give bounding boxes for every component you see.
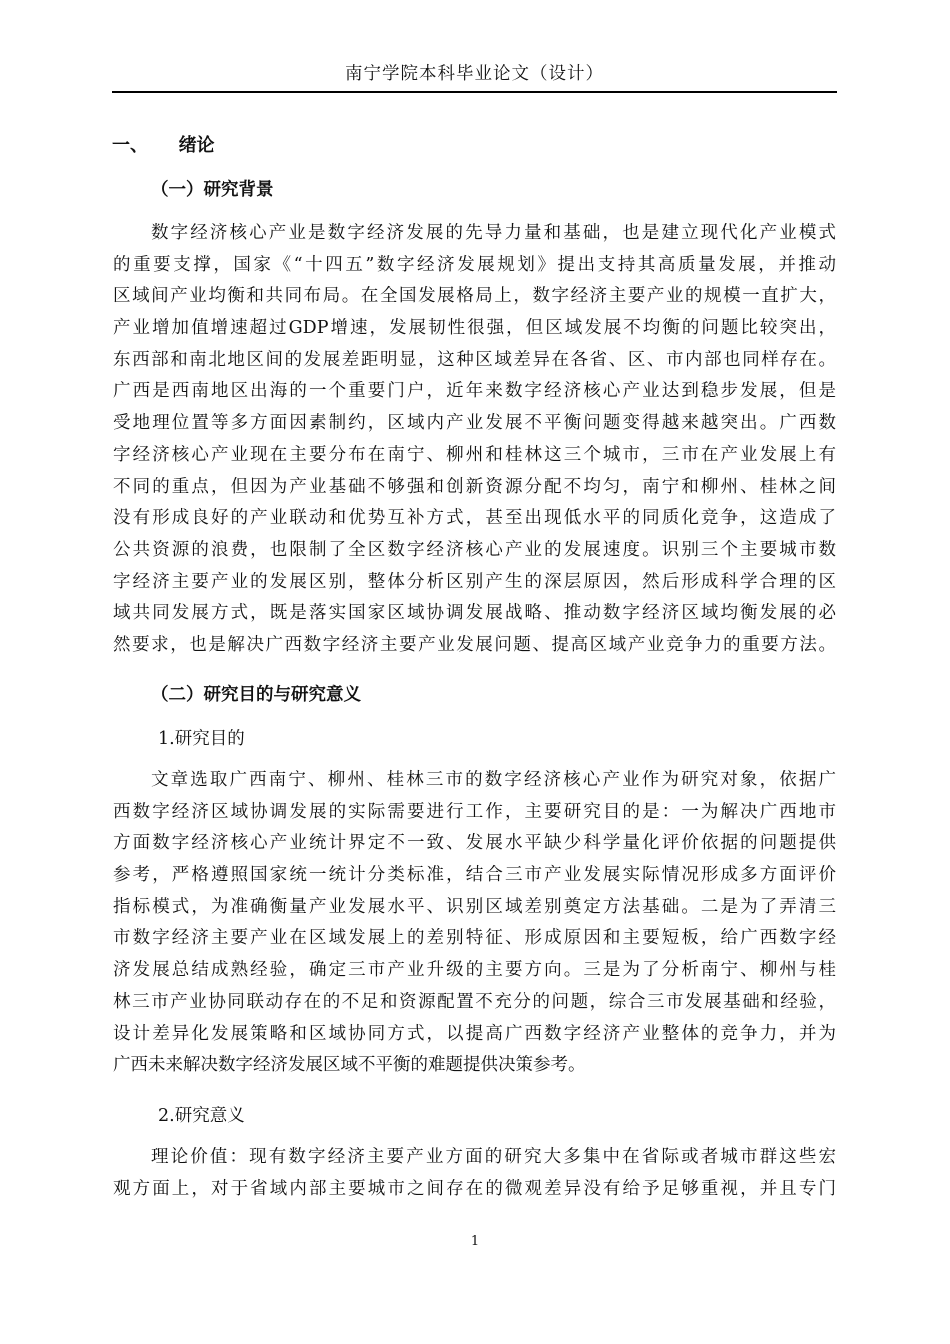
page-number: 1 — [470, 1234, 480, 1249]
sub-subsection-heading-purpose: 1.研究目的 — [158, 729, 245, 749]
subsection-heading-background: （一）研究背景 — [151, 180, 274, 200]
text-line: 参考，严格遵照国家统一统计分类标准，结合三市产业发展实际情况形成多方面评价 — [113, 865, 836, 886]
text-line: 文章选取广西南宁、柳州、桂林三市的数字经济核心产业作为研究对象，依据广 — [151, 770, 836, 790]
text-line: 观方面上，对于省域内部主要城市之间存在的微观差异没有给予足够重视，并且专门 — [113, 1178, 836, 1199]
text-line: 公共资源的浪费，也限制了全区数字经济核心产业的发展速度。识别三个主要城市数 — [113, 539, 836, 560]
text-line: 东西部和南北地区间的发展差距明显，这种区域差异在各省、区、市内部也同样存在。 — [113, 349, 836, 370]
text-line: 产业增加值增速超过GDP增速，发展韧性很强，但区域发展不均衡的问题比较突出， — [113, 318, 836, 339]
header-rule — [112, 91, 837, 93]
section-title: 绪论 — [178, 135, 215, 156]
paragraph-significance — [113, 1142, 836, 1205]
sub-subsection-heading-significance: 2.研究意义 — [158, 1106, 245, 1126]
paragraph-background — [113, 218, 836, 662]
text-line: 数字经济核心产业是数字经济发展的先导力量和基础，也是建立现代化产业模式 — [151, 223, 836, 243]
text-line: 西数字经济区域协调发展的实际需要进行工作，主要研究目的是：一为解决广西地市 — [113, 801, 836, 822]
text-line: 受地理位置等多方面因素制约，区域内产业发展不平衡问题变得越来越突出。广西数 — [113, 413, 836, 434]
text-line: 设计差异化发展策略和区域协同方式，以提高广西数字经济产业整体的竞争力，并为 — [113, 1023, 836, 1044]
paragraph-purpose — [113, 765, 836, 1082]
text-line: 济发展总结成熟经验，确定三市产业升级的主要方向。三是为了分析南宁、柳州与桂 — [113, 960, 836, 981]
text-line: 不同的重点，但因为产业基础不够强和创新资源分配不均匀，南宁和柳州、桂林之间 — [113, 476, 836, 497]
text-line: 域共同发展方式，既是落实国家区域协调发展战略、推动数字经济区域均衡发展的必 — [113, 603, 836, 624]
text-line: 字经济主要产业的发展区别，整体分析区别产生的深层原因，然后形成科学合理的区 — [113, 571, 836, 592]
page-header-title: 南宁学院本科毕业论文（设计） — [345, 64, 604, 84]
text-line: 的重要支撑，国家《“十四五”数字经济发展规划》提出支持其高质量发展，并推动 — [113, 254, 836, 275]
text-line: 指标模式，为准确衡量产业发展水平、识别区域差别奠定方法基础。二是为了弄清三 — [113, 896, 836, 917]
text-line: 理论价值：现有数字经济主要产业方面的研究大多集中在省际或者城市群这些宏 — [151, 1147, 836, 1167]
text-line: 然要求，也是解决广西数字经济主要产业发展问题、提高区域产业竞争力的重要方法。 — [113, 634, 836, 655]
text-line: 没有形成良好的产业联动和优势互补方式，甚至出现低水平的同质化竞争，这造成了 — [113, 508, 836, 529]
section-number: 一、 — [112, 135, 148, 156]
text-line: 广西是西南地区出海的一个重要门户，近年来数字经济核心产业达到稳步发展，但是 — [113, 381, 836, 402]
text-line: 林三市产业协同联动存在的不足和资源配置不充分的问题，综合三市发展基础和经验， — [113, 991, 836, 1012]
section-heading — [112, 131, 215, 157]
text-line: 方面数字经济核心产业统计界定不一致、发展水平缺少科学量化评价依据的问题提供 — [113, 833, 836, 854]
subsection-heading-purpose-significance: （二）研究目的与研究意义 — [151, 685, 361, 705]
text-line: 广西未来解决数字经济发展区域不平衡的难题提供决策参考。 — [113, 1055, 586, 1076]
text-line: 区域间产业均衡和共同布局。在全国发展格局上，数字经济主要产业的规模一直扩大， — [113, 286, 836, 307]
text-line: 市数字经济主要产业在区域发展上的差别特征、形成原因和主要短板，给广西数字经 — [113, 928, 836, 949]
text-line: 字经济核心产业现在主要分布在南宁、柳州和桂林这三个城市，三市在产业发展上有 — [113, 444, 836, 465]
